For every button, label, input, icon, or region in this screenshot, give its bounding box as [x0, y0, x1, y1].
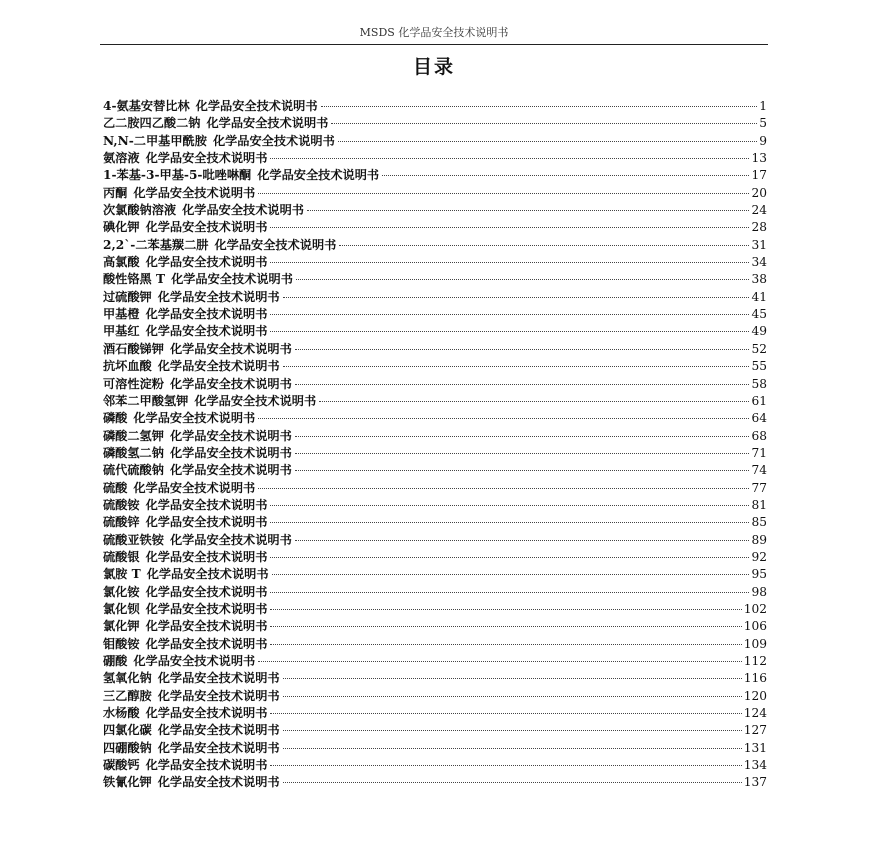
toc-entry-name[interactable]: 可溶性淀粉: [103, 376, 164, 391]
dot-leader: [270, 557, 749, 558]
dot-leader: [283, 696, 742, 697]
toc-entry-name[interactable]: 乙二胺四乙酸二钠: [103, 116, 201, 131]
toc-entry-name[interactable]: 硫酸: [103, 480, 128, 495]
dot-leader: [270, 314, 749, 315]
toc-entry-name[interactable]: 四氯化碳: [103, 723, 152, 738]
toc-entry-name[interactable]: 硫代硫酸钠: [103, 463, 164, 478]
toc-entry-name[interactable]: 氯化铵: [103, 584, 140, 599]
dot-leader: [270, 609, 741, 610]
toc-row[interactable]: [103, 393, 767, 410]
toc-page-number[interactable]: 41: [751, 289, 767, 304]
toc-row[interactable]: [103, 150, 767, 167]
toc-row[interactable]: [103, 289, 767, 306]
toc-page-number[interactable]: 71: [751, 445, 767, 460]
toc-page-number[interactable]: 127: [743, 723, 767, 738]
toc-entry-name[interactable]: 磷酸: [103, 411, 128, 426]
toc-list: [103, 98, 767, 792]
toc-entry-name[interactable]: 氢氧化钠: [103, 671, 152, 686]
toc-page-number[interactable]: 28: [751, 220, 767, 235]
dot-leader: [270, 262, 749, 263]
dot-leader: [295, 436, 750, 437]
toc-row[interactable]: [103, 601, 767, 618]
toc-entry-name[interactable]: 高氯酸: [103, 255, 140, 270]
toc-entry-suffix[interactable]: 化学品安全技术说明书: [145, 324, 268, 339]
toc-entry-name[interactable]: 氯化钡: [103, 601, 140, 616]
toc-page-number[interactable]: 134: [743, 758, 767, 773]
toc-entry-name[interactable]: 三乙醇胺: [103, 688, 152, 703]
toc-row[interactable]: [103, 410, 767, 427]
toc-entry-suffix[interactable]: 化学品安全技术说明书: [157, 359, 280, 374]
toc-page-number[interactable]: 98: [751, 584, 767, 599]
toc-row[interactable]: [103, 514, 767, 531]
toc-entry-name[interactable]: 氯胺 T: [103, 567, 141, 582]
dot-leader: [338, 141, 757, 142]
toc-row[interactable]: [103, 115, 767, 132]
toc-entry-suffix[interactable]: 化学品安全技术说明书: [133, 411, 256, 426]
toc-entry-name[interactable]: 甲基橙: [103, 307, 140, 322]
toc-entry-suffix[interactable]: 化学品安全技术说明书: [157, 775, 280, 790]
toc-page-number[interactable]: 116: [743, 671, 767, 686]
toc-page-number[interactable]: 137: [743, 775, 767, 790]
toc-row[interactable]: [103, 480, 767, 497]
toc-page-number[interactable]: 34: [751, 255, 767, 270]
toc-entry-suffix[interactable]: 化学品安全技术说明书: [212, 133, 335, 148]
toc-page-number[interactable]: 9: [759, 133, 767, 148]
toc-entry-suffix[interactable]: 化学品安全技术说明书: [214, 237, 337, 252]
toc-page-number[interactable]: 17: [751, 168, 767, 183]
toc-entry-suffix[interactable]: 化学品安全技术说明书: [171, 272, 293, 287]
dot-leader: [295, 349, 750, 350]
toc-row[interactable]: [103, 133, 767, 150]
toc-entry-suffix[interactable]: 化学品安全技术说明书: [145, 758, 268, 773]
toc-page-number[interactable]: 74: [751, 463, 767, 478]
dot-leader: [339, 245, 749, 246]
toc-entry-suffix[interactable]: 化学品安全技术说明书: [157, 289, 280, 304]
header-rule: [100, 44, 768, 45]
dot-leader: [331, 123, 757, 124]
toc-entry-name[interactable]: N,N-二甲基甲酰胺: [103, 133, 207, 148]
toc-entry-suffix[interactable]: 化学品安全技术说明书: [169, 341, 292, 356]
dot-leader: [295, 384, 750, 385]
dot-leader: [283, 748, 742, 749]
dot-leader: [270, 522, 749, 523]
toc-row[interactable]: [103, 705, 767, 722]
toc-entry-suffix[interactable]: 化学品安全技术说明书: [145, 307, 268, 322]
dot-leader: [283, 730, 742, 731]
toc-entry-suffix[interactable]: 化学品安全技术说明书: [133, 185, 256, 200]
dot-leader: [270, 644, 741, 645]
toc-page-number[interactable]: 102: [743, 601, 767, 616]
dot-leader: [307, 210, 749, 211]
toc-row[interactable]: [103, 376, 767, 393]
toc-entry-name[interactable]: 四硼酸钠: [103, 740, 152, 755]
toc-row[interactable]: [103, 358, 767, 375]
toc-row[interactable]: [103, 445, 767, 462]
toc-entry-suffix[interactable]: 化学品安全技术说明书: [145, 220, 268, 235]
toc-entry-suffix[interactable]: 化学品安全技术说明书: [169, 428, 292, 443]
toc-entry-name[interactable]: 2,2`-二苯基羰二肼: [103, 237, 209, 252]
toc-row[interactable]: [103, 722, 767, 739]
dot-leader: [321, 106, 758, 107]
toc-page-number[interactable]: 106: [743, 619, 767, 634]
toc-page-number[interactable]: 49: [751, 324, 767, 339]
toc-entry-name[interactable]: 硫酸亚铁铵: [103, 532, 164, 547]
toc-row[interactable]: [103, 306, 767, 323]
toc-page-number[interactable]: 61: [751, 393, 767, 408]
toc-entry-suffix[interactable]: 化学品安全技术说明书: [145, 601, 268, 616]
dot-leader: [382, 175, 749, 176]
toc-row[interactable]: [103, 757, 767, 774]
dot-leader: [258, 488, 749, 489]
toc-page-number[interactable]: 81: [751, 497, 767, 512]
toc-row[interactable]: [103, 341, 767, 358]
toc-page-number[interactable]: 45: [751, 307, 767, 322]
toc-row[interactable]: [103, 428, 767, 445]
toc-row[interactable]: [103, 670, 767, 687]
toc-entry-suffix[interactable]: 化学品安全技术说明书: [145, 619, 268, 634]
toc-entry-suffix[interactable]: 化学品安全技术说明书: [145, 515, 268, 530]
toc-row[interactable]: [103, 566, 767, 583]
toc-row[interactable]: [103, 219, 767, 236]
toc-row[interactable]: [103, 532, 767, 549]
dot-leader: [319, 401, 749, 402]
toc-row[interactable]: [103, 271, 767, 288]
toc-entry-suffix[interactable]: 化学品安全技术说明书: [169, 463, 292, 478]
dot-leader: [258, 193, 749, 194]
toc-entry-name[interactable]: 氨溶液: [103, 151, 140, 166]
toc-page-number[interactable]: 77: [751, 480, 767, 495]
toc-entry-suffix[interactable]: 化学品安全技术说明书: [145, 636, 268, 651]
toc-title: 目录: [412, 56, 455, 78]
toc-row[interactable]: [103, 618, 767, 635]
toc-row[interactable]: [103, 185, 767, 202]
dot-leader: [295, 470, 750, 471]
toc-page-number[interactable]: 92: [751, 549, 767, 564]
dot-leader: [295, 540, 750, 541]
toc-entry-suffix[interactable]: 化学品安全技术说明书: [206, 116, 329, 131]
toc-page-number[interactable]: 64: [751, 411, 767, 426]
dot-leader: [272, 574, 750, 575]
toc-entry-name[interactable]: 过硫酸钾: [103, 289, 152, 304]
dot-leader: [270, 713, 741, 714]
toc-row[interactable]: [103, 688, 767, 705]
toc-page-number[interactable]: 68: [751, 428, 767, 443]
dot-leader: [270, 626, 741, 627]
toc-page-number[interactable]: 20: [751, 185, 767, 200]
toc-entry-name[interactable]: 甲基红: [103, 324, 140, 339]
toc-entry-suffix[interactable]: 化学品安全技术说明书: [133, 654, 256, 668]
toc-page-number[interactable]: 112: [743, 654, 767, 668]
toc-page-number[interactable]: 131: [743, 740, 767, 755]
toc-row[interactable]: [103, 98, 767, 115]
toc-entry-name[interactable]: 酸性铬黑 T: [103, 272, 166, 287]
toc-page-number[interactable]: 24: [751, 203, 767, 218]
toc-entry-name[interactable]: 4-氨基安替比林: [103, 99, 190, 113]
toc-entry-name[interactable]: 丙酮: [103, 185, 128, 200]
toc-row[interactable]: [103, 202, 767, 219]
running-header: MSDS 化学品安全技术说明书: [359, 26, 509, 39]
toc-entry-suffix[interactable]: 化学品安全技术说明书: [157, 688, 280, 703]
toc-entry-suffix[interactable]: 化学品安全技术说明书: [157, 671, 280, 686]
toc-entry-name[interactable]: 水杨酸: [103, 706, 140, 721]
dot-leader: [258, 418, 749, 419]
toc-entry-name[interactable]: 硫酸锌: [103, 515, 140, 530]
toc-entry-suffix[interactable]: 化学品安全技术说明书: [194, 393, 317, 408]
toc-entry-name[interactable]: 磷酸二氢钾: [103, 428, 164, 443]
toc-entry-suffix[interactable]: 化学品安全技术说明书: [257, 168, 380, 183]
toc-row[interactable]: [103, 462, 767, 479]
toc-entry-suffix[interactable]: 化学品安全技术说明书: [157, 740, 280, 755]
toc-row[interactable]: [103, 497, 767, 514]
toc-row[interactable]: [103, 584, 767, 601]
toc-row[interactable]: [103, 167, 767, 184]
toc-entry-name[interactable]: 铁氰化钾: [103, 775, 152, 790]
toc-entry-suffix[interactable]: 化学品安全技术说明书: [182, 203, 304, 218]
dot-leader: [270, 227, 749, 228]
dot-leader: [296, 279, 750, 280]
toc-entry-name[interactable]: 钼酸铵: [103, 636, 140, 651]
toc-page-number[interactable]: 13: [751, 151, 767, 166]
toc-entry-suffix[interactable]: 化学品安全技术说明书: [145, 706, 268, 721]
toc-entry-suffix[interactable]: 化学品安全技术说明书: [169, 532, 292, 547]
toc-entry-name[interactable]: 磷酸氢二钠: [103, 445, 164, 460]
toc-row[interactable]: [103, 636, 767, 653]
toc-page-number[interactable]: 58: [751, 376, 767, 391]
toc-entry-name[interactable]: 酒石酸锑钾: [103, 341, 164, 356]
toc-entry-suffix[interactable]: 化学品安全技术说明书: [157, 723, 280, 738]
toc-page-number[interactable]: 124: [743, 706, 767, 721]
dot-leader: [258, 661, 741, 662]
toc-entry-name[interactable]: 邻苯二甲酸氢钾: [103, 393, 189, 408]
toc-page-number[interactable]: 5: [759, 116, 767, 131]
toc-entry-name[interactable]: 碘化钾: [103, 220, 140, 235]
toc-entry-suffix[interactable]: 化学品安全技术说明书: [145, 549, 268, 564]
dot-leader: [283, 678, 742, 679]
toc-entry-suffix[interactable]: 化学品安全技术说明书: [169, 376, 292, 391]
toc-row[interactable]: [103, 549, 767, 566]
toc-entry-name[interactable]: 氯化钾: [103, 619, 140, 634]
dot-leader: [270, 505, 749, 506]
dot-leader: [270, 592, 749, 593]
toc-entry-name[interactable]: 1-苯基-3-甲基-5-吡唑啉酮: [103, 168, 252, 183]
toc-row[interactable]: [103, 323, 767, 340]
toc-row[interactable]: [103, 237, 767, 254]
toc-page-number[interactable]: 52: [751, 341, 767, 356]
toc-entry-name[interactable]: 抗坏血酸: [103, 359, 152, 374]
toc-entry-suffix[interactable]: 化学品安全技术说明书: [133, 480, 256, 495]
toc-page-number[interactable]: 55: [751, 359, 767, 374]
dot-leader: [283, 366, 750, 367]
toc-entry-suffix[interactable]: 化学品安全技术说明书: [145, 151, 268, 166]
dot-leader: [295, 453, 750, 454]
toc-entry-name[interactable]: 碳酸钙: [103, 758, 140, 773]
toc-page-number[interactable]: 89: [751, 532, 767, 547]
dot-leader: [283, 297, 750, 298]
toc-entry-suffix[interactable]: 化学品安全技术说明书: [146, 567, 269, 582]
toc-entry-suffix[interactable]: 化学品安全技术说明书: [169, 445, 292, 460]
toc-row[interactable]: [103, 653, 767, 670]
toc-page-number[interactable]: 38: [751, 272, 767, 287]
toc-entry-name[interactable]: 次氯酸钠溶液: [103, 203, 177, 218]
dot-leader: [270, 158, 749, 159]
toc-entry-name[interactable]: 硼酸: [103, 654, 128, 668]
toc-row[interactable]: [103, 254, 767, 271]
toc-entry-suffix[interactable]: 化学品安全技术说明书: [145, 255, 268, 270]
toc-entry-name[interactable]: 硫酸铵: [103, 497, 140, 512]
toc-entry-name[interactable]: 硫酸银: [103, 549, 140, 564]
toc-page-number[interactable]: 95: [751, 567, 767, 582]
toc-page-number[interactable]: 31: [751, 237, 767, 252]
toc-row[interactable]: [103, 774, 767, 791]
dot-leader: [283, 782, 742, 783]
toc-page-number[interactable]: 120: [743, 688, 767, 703]
dot-leader: [270, 765, 741, 766]
toc-entry-suffix[interactable]: 化学品安全技术说明书: [145, 584, 268, 599]
dot-leader: [270, 331, 749, 332]
toc-page-number[interactable]: 85: [751, 515, 767, 530]
toc-page-number[interactable]: 109: [743, 636, 767, 651]
toc-page-number[interactable]: 1: [759, 99, 767, 113]
toc-entry-suffix[interactable]: 化学品安全技术说明书: [195, 99, 318, 113]
toc-row[interactable]: [103, 740, 767, 757]
toc-entry-suffix[interactable]: 化学品安全技术说明书: [145, 497, 268, 512]
